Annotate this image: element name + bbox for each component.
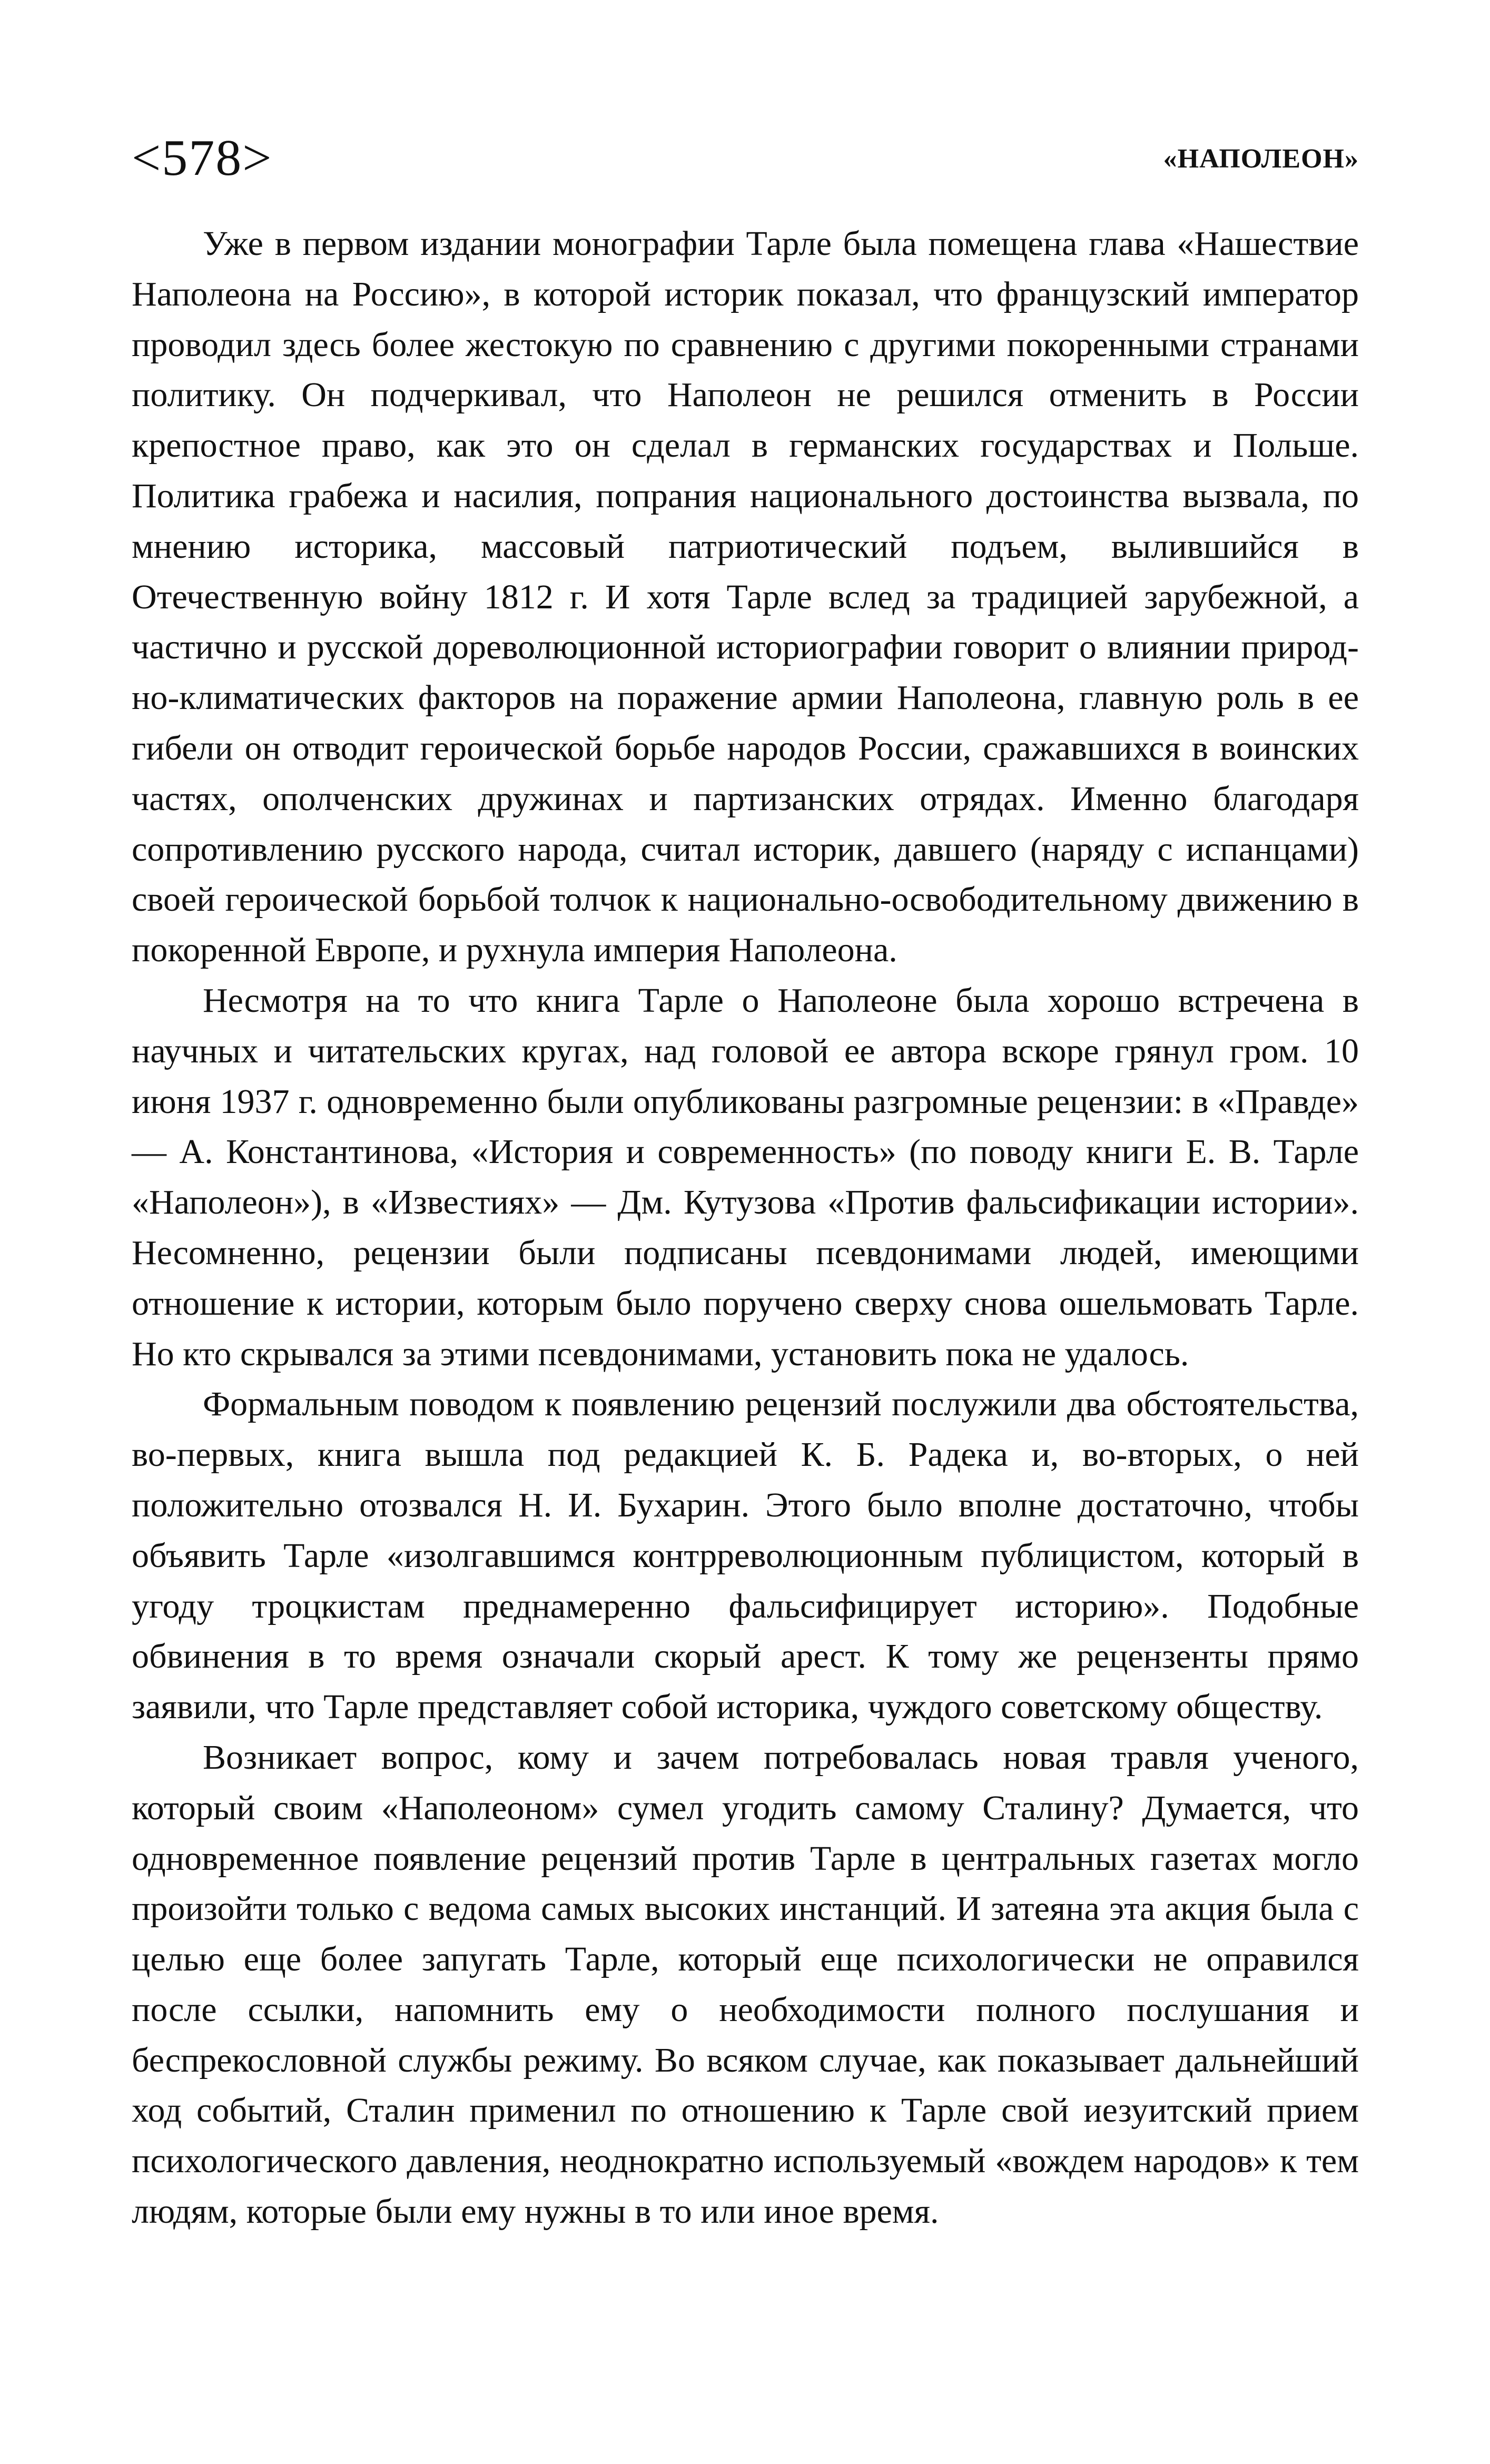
paragraph: Уже в первом издании монографии Тарле была помещена глава «Нашествие Наполеона на Россию», в которой историк показал, что французский император проводил здесь более жестокую по сравнению с другими покоренными странами политику. Он подчеркивал, что Наполеон не решился отменить в России крепостное право, как это он сделал в германских государствах и Польше. Политика грабежа и насилия, попрания национального достоинства вызвала, по мнению историка, массовый патриотический подъем, вылившийся в Отечественную войну 1812 г. И хотя Тарле вслед за традицией зарубежной, а частично и русской дореволюционной историографии говорит о влиянии природно-климатических факторов на поражение армии Наполеона, главную роль в ее гибели он отводит героической борьбе народов России, сражавшихся в воинских частях, ополченских дружинах и партизанских отрядах. Именно благодаря сопротивлению русского народа, считал историк, давшего (наряду с испанцами) своей героической борьбой толчок к национально-освободительному движению в покоренной Европе, и рухнула империя Наполеона.: [132, 224, 1359, 970]
running-header: [132, 126, 1359, 190]
body-text: [132, 219, 1359, 2237]
paragraph: Возникает вопрос, кому и зачем потребовалась новая травля ученого, который своим «Наполеоном» сумел угодить самому Сталину? Думается, что одновременное появление рецензий против Тарле в центральных газетах могло произойти только с ведома самых высоких инстанций. И затеяна эта акция была с целью еще более запугать Тарле, который еще психологически не оправился после ссылки, напомнить ему о необходимости полного послушания и беспрекословной службы режиму. Во всяком случае, как показывает дальнейший ход событий, Сталин применил по отношению к Тарле свой иезуитский прием психологического давления, неоднократно используемый «вождем народов» к тем людям, которые были ему нужны в то или иное время.: [132, 1738, 1359, 2231]
paragraph: Формальным поводом к появлению рецензий послужили два обстоятельства, во-первых, книга вышла под редакцией К. Б. Радека и, во-вторых, о ней положительно отозвался Н. И. Бухарин. Этого было вполне достаточно, чтобы объявить Тарле «изолгавшимся контрреволюционным публицистом, который в угоду троцкистам преднамеренно фальсифицирует историю». Подобные обвинения в то время означали скорый арест. К тому же рецензенты прямо заявили, что Тарле представляет собой историка, чуждого советскому обществу.: [132, 1385, 1359, 1727]
paragraph: Несмотря на то что книга Тарле о Наполеоне была хорошо встречена в научных и читательских кругах, над головой ее автора вскоре грянул гром. 10 июня 1937 г. одновременно были опубликованы разгромные рецензии: в «Правде» — А. Константинова, «История и современность» (по поводу книги Е. В. Тарле «Наполеон»), в «Известиях» — Дм. Кутузова «Против фальсификации истории». Несомненно, рецензии были подписаны псевдонимами людей, имеющими отношение к истории, которым было поручено сверху снова ошельмовать Тарле. Но кто скрывался за этими псевдонимами, установить пока не удалось.: [132, 981, 1359, 1373]
running-title: «НАПОЛЕОН»: [1163, 144, 1359, 174]
page-number: <578>: [132, 130, 273, 186]
